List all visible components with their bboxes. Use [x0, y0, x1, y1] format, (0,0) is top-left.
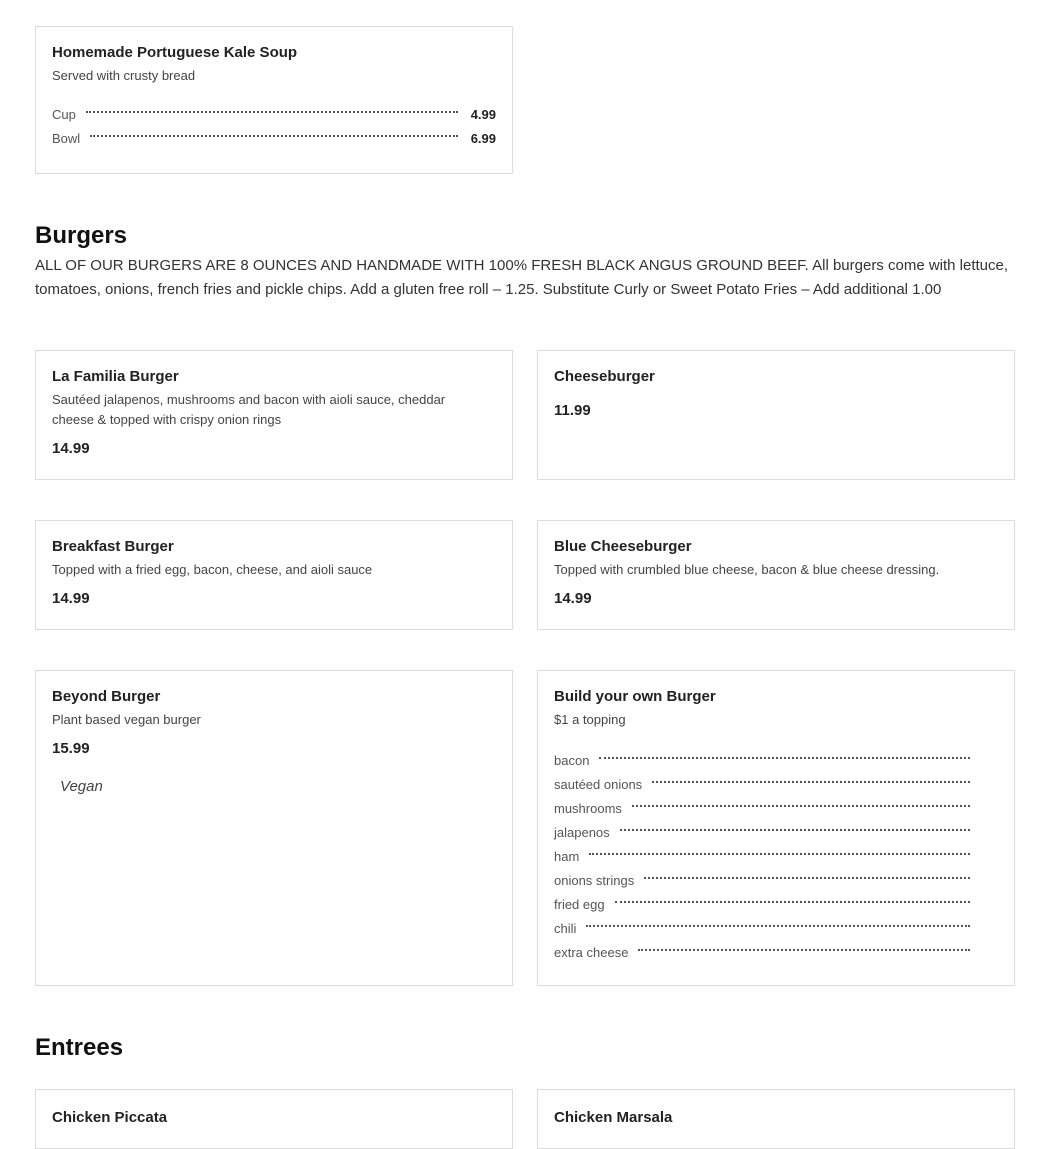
section-title-entrees: Entrees [35, 1034, 124, 1061]
topping-option [554, 748, 980, 772]
item-name: Beyond Burger [52, 688, 161, 705]
topping-label: jalapenos [554, 824, 610, 840]
menu-item-chicken-marsala [537, 1089, 1015, 1149]
topping-label: chili [554, 920, 577, 936]
menu-item-beyond-burger [35, 670, 513, 986]
item-description: Sautéed jalapenos, mushrooms and bacon with aioli sauce, cheddar cheese & topped with crispy onion rings [52, 392, 446, 427]
item-name: Blue Cheeseburger [554, 538, 692, 555]
section-description-burgers: ALL OF OUR BURGERS ARE 8 OUNCES AND HANDMADE WITH 100% FRESH BLACK ANGUS GROUND BEEF. All burgers come with lettuce, tomatoes, onions, french fries and pickle chips. Add a gluten free roll – 1.25. Substitute Curly or Sweet Potato Fries – Add additional 1.00 [35, 257, 1009, 298]
size-option-bowl [52, 126, 496, 150]
topping-label: ham [554, 848, 580, 864]
item-name: Cheeseburger [554, 368, 655, 385]
dotted-leader [589, 853, 970, 855]
topping-label: onions strings [554, 872, 635, 888]
item-description: Served with crusty bread [52, 68, 196, 83]
topping-option [554, 940, 980, 964]
item-price: 14.99 [52, 440, 90, 457]
topping-label: sautéed onions [554, 776, 643, 792]
topping-option [554, 796, 980, 820]
topping-label: bacon [554, 752, 590, 768]
dotted-leader [599, 757, 970, 759]
menu-item-kale-soup [35, 26, 513, 174]
size-price: 6.99 [470, 130, 496, 146]
menu-item-build-your-own-burger [537, 670, 1015, 986]
item-price: 11.99 [554, 402, 591, 419]
item-description: Topped with a fried egg, bacon, cheese, and aioli sauce [52, 562, 373, 577]
item-name: Chicken Marsala [554, 1109, 673, 1126]
topping-option [554, 772, 980, 796]
item-price: 15.99 [52, 740, 90, 757]
topping-option [554, 892, 980, 916]
item-description: $1 a topping [554, 712, 626, 727]
topping-option [554, 916, 980, 940]
topping-label: mushrooms [554, 800, 622, 816]
item-name: Homemade Portuguese Kale Soup [52, 44, 298, 61]
menu-item-breakfast-burger [35, 520, 513, 630]
dotted-leader [615, 901, 970, 903]
size-price: 4.99 [470, 106, 496, 122]
dietary-tag-vegan: Vegan [60, 778, 103, 795]
item-price: 14.99 [554, 590, 592, 607]
menu-item-blue-cheeseburger [537, 520, 1015, 630]
topping-option [554, 868, 980, 892]
item-description: Plant based vegan burger [52, 712, 201, 727]
size-label: Cup [52, 106, 76, 122]
topping-label: fried egg [554, 896, 605, 912]
dotted-leader [644, 877, 970, 879]
dotted-leader [632, 805, 970, 807]
dotted-leader [620, 829, 970, 831]
size-label: Bowl [52, 130, 81, 146]
item-name: La Familia Burger [52, 368, 179, 385]
item-name: Build your own Burger [554, 688, 716, 705]
topping-list [554, 748, 980, 964]
size-options [52, 102, 496, 150]
section-title-burgers: Burgers [35, 222, 128, 249]
dotted-leader [586, 925, 970, 927]
dotted-leader [90, 135, 458, 137]
menu-item-cheeseburger [537, 350, 1015, 480]
topping-option [554, 844, 980, 868]
item-name: Chicken Piccata [52, 1109, 168, 1126]
item-name: Breakfast Burger [52, 538, 174, 555]
dotted-leader [638, 949, 970, 951]
item-price: 14.99 [52, 590, 90, 607]
dotted-leader [86, 111, 458, 113]
dotted-leader [652, 781, 970, 783]
topping-option [554, 820, 980, 844]
topping-label: extra cheese [554, 944, 629, 960]
size-option-cup [52, 102, 496, 126]
menu-item-chicken-piccata [35, 1089, 513, 1149]
menu-item-la-familia-burger [35, 350, 513, 480]
item-description: Topped with crumbled blue cheese, bacon & blue cheese dressing. [554, 562, 940, 577]
